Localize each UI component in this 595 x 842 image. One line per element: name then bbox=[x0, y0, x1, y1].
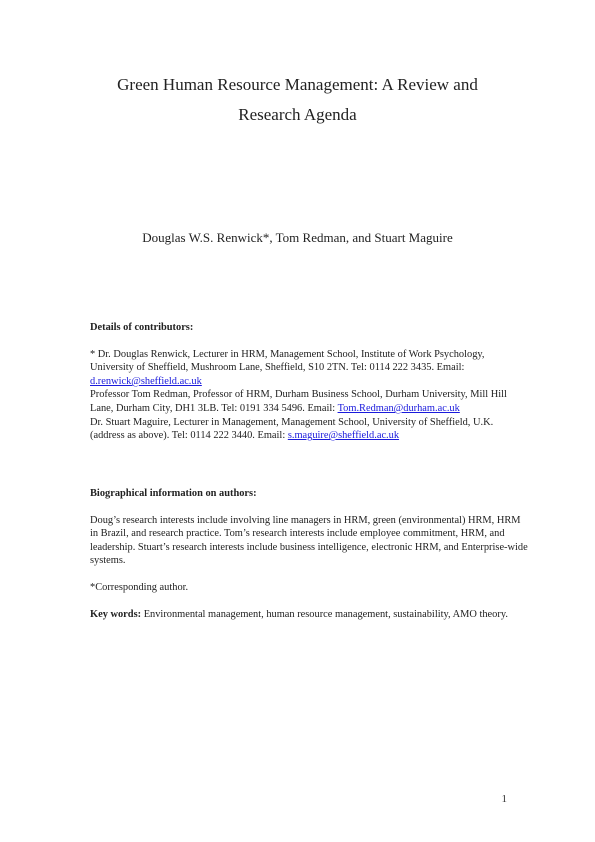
contributor-renwick-text: * Dr. Douglas Renwick, Lecturer in HRM, Management School, Institute of Work Psychology, University of Sheffield, Mushroom Lane, Sheffield, S10 2TN. Tel: 0114 222 3435. Email: bbox=[90, 348, 485, 374]
keywords-label: Key words: bbox=[90, 608, 142, 620]
contributor-renwick bbox=[90, 348, 530, 389]
biography-section bbox=[90, 487, 530, 621]
paper-title-line-2: Research Agenda bbox=[238, 105, 357, 124]
contributor-redman bbox=[90, 388, 530, 415]
author-list: Douglas W.S. Renwick*, Tom Redman, and Stuart Maguire bbox=[142, 230, 453, 245]
contributors-section bbox=[90, 321, 530, 443]
contributor-maguire bbox=[90, 416, 530, 443]
paper-title-line-1: Green Human Resource Management: A Review and bbox=[117, 75, 478, 94]
keywords bbox=[90, 608, 530, 622]
biography-text: Doug’s research interests include involving line managers in HRM, green (environmental) HRM, HRM in Brazil, and research practice. Tom’s research interests include employee commitment, HRM, and leadership. Stuart’s research interests include business intelligence, electronic HRM, and Enterprise-wide systems. bbox=[90, 514, 528, 567]
paper-title bbox=[60, 70, 535, 130]
keywords-text: Environmental management, human resource management, sustainability, AMO theory. bbox=[141, 608, 508, 620]
contributors-heading: Details of contributors: bbox=[90, 322, 194, 333]
page-number: 1 bbox=[501, 793, 507, 805]
contributor-redman-text: Professor Tom Redman, Professor of HRM, Durham Business School, Durham University, Mill Hill Lane, Durham City, DH1 3LB. Tel: 0191 334 5496. Email: bbox=[90, 389, 507, 414]
renwick-email-link[interactable]: d.renwick@sheffield.ac.uk bbox=[90, 375, 202, 387]
biography-heading: Biographical information on authors: bbox=[90, 488, 257, 499]
corresponding-author-note: *Corresponding author. bbox=[90, 581, 189, 593]
maguire-email-link[interactable]: s.maguire@sheffield.ac.uk bbox=[287, 430, 400, 442]
redman-email-link[interactable]: Tom.Redman@durham.ac.uk bbox=[337, 402, 460, 414]
contributor-maguire-text: Dr. Stuart Maguire, Lecturer in Management, Management School, University of Sheffield, U.K. (address as above). Tel: 0114 222 3440. Email: bbox=[90, 416, 494, 442]
